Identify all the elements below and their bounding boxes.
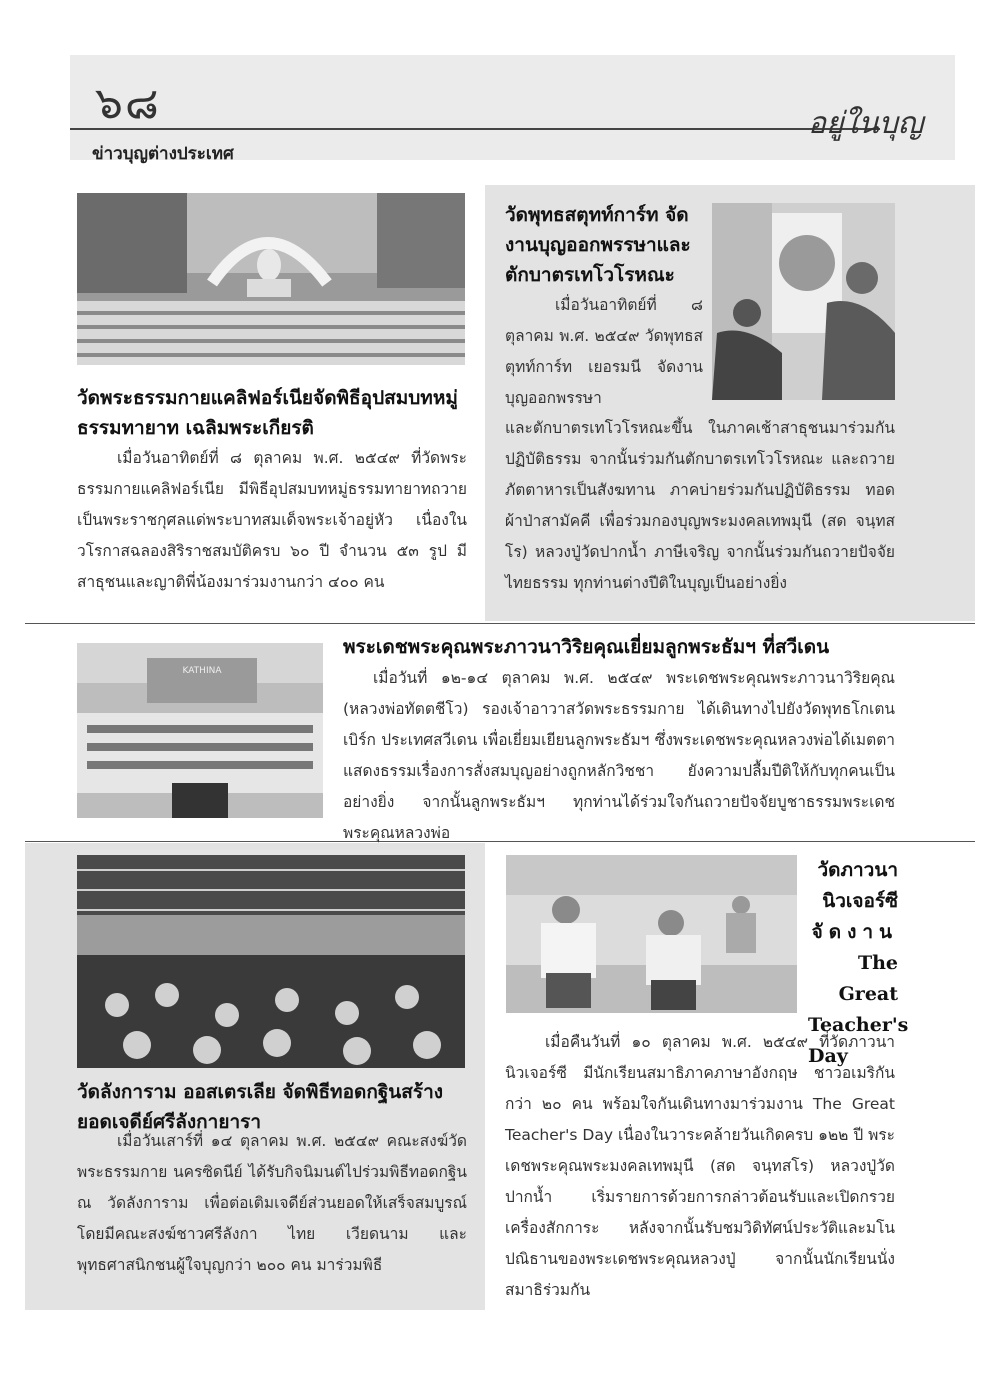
photo-lankaram — [77, 855, 465, 1068]
article-california-body: เมื่อวันอาทิตย์ที่ ๘ ตุลาคม พ.ศ. ๒๕๔๙ ที่วัดพระธรรมกายแคลิฟอร์เนีย มีพิธีอุปสมบทหมู่ธรรมทายาทถวายเป็นพระราชกุศลแด่พระบาทสมเด็จพระเจ้าอยู่หัว เนื่องในวโรกาสฉลองสิริราชสมบัติครบ ๖๐ ปี จำนวน ๕๓ รูป มีสาธุชนและญาติพี่น้องมาร่วมงานกว่า ๔๐๐ คน — [77, 449, 467, 591]
article-california-title: วัดพระธรรมกายแคลิฟอร์เนียจัดพิธีอุปสมบทหมู่ธรรมทายาท เฉลิมพระเกียรติ — [77, 387, 458, 439]
title-line: จัดงาน — [811, 921, 898, 943]
photo-stuttgart — [712, 203, 895, 400]
article-sweden-title: พระเดชพระคุณพระภาวนาวิริยคุณเยี่ยมลูกพระธัมฯ ที่สวีเดน — [343, 636, 830, 658]
header-rule — [70, 128, 880, 130]
title-line: Teacher's — [808, 1014, 909, 1036]
page-number: ๖๘ — [95, 78, 161, 129]
article-sweden-body: เมื่อวันที่ ๑๒-๑๔ ตุลาคม พ.ศ. ๒๕๔๙ พระเดชพระคุณพระภาวนาวิริยคุณ (หลวงพ่อทัตตชีโว) รองเจ้าอาวาสวัดพระธรรมกาย ได้เดินทางไปยังวัดพุทธโกเตนเบิร์ก ประเทศสวีเดน เพื่อเยี่ยมเยียนลูกพระธัมฯ ซึ่งพระเดชพระคุณหลวงพ่อได้เมตตาแสดงธรรมเรื่องการสั่งสมบุญอย่างถูกหลักวิชชา ยังความปลื้มปีติให้กับทุกคนเป็นอย่างยิ่ง จากนั้นลูกพระธัมฯ ทุกท่านได้ร่วมใจกันถวายปัจจัยบูชาธรรมพระเดชพระคุณหลวงพ่อ — [343, 669, 895, 842]
article-lankaram-body: เมื่อวันเสาร์ที่ ๑๔ ตุลาคม พ.ศ. ๒๕๔๙ คณะสงฆ์วัดพระธรรมกาย นครซิดนีย์ ได้รับกิจนิมนต์ไปร่วมพิธีทอดกฐิน ณ วัดลังการาม เพื่อต่อเติมเจดีย์ส่วนยอดให้เสร็จสมบูรณ์ โดยมีคณะสงฆ์ชาวศรีลังกา ไทย เวียดนาม และพุทธศาสนิกชนผู้ใจบุญกว่า ๒๐๐ คน มาร่วมพิธี — [77, 1132, 467, 1274]
photo-sweden — [77, 643, 323, 818]
article-stuttgart-body-top: เมื่อวันอาทิตย์ที่ ๘ ตุลาคม พ.ศ. ๒๕๔๙ วัดพุทธสตุทท์การ์ท เยอรมนี จัดงานบุญออกพรรษา — [505, 296, 703, 407]
title-line: Day — [808, 1045, 848, 1067]
title-line: The Great — [838, 952, 898, 1005]
magazine-brand: อยู่ในบุญ — [808, 106, 924, 141]
title-line: วัดภาวนา — [817, 859, 898, 881]
title-line: นิวเจอร์ซี — [822, 890, 898, 912]
article-stuttgart-body: และตักบาตรเทโวโรหณะขึ้น ในภาคเช้าสาธุชนมาร่วมกันปฏิบัติธรรม จากนั้นร่วมกันตักบาตรเทโวโรหณะ และถวายภัตตาหารเป็นสังฆทาน ภาคบ่ายร่วมกันปฏิบัติธรรม ทอดผ้าป่าสามัคคี เพื่อร่วมกองบุญพระมงคลเทพมุนี (สด จนฺทสโร) หลวงปู่วัดปากน้ำ ภาษีเจริญ จากนั้นร่วมกันถวายปัจจัยไทยธรรม ทุกท่านต่างปีติในบุญเป็นอย่างยิ่ง — [505, 419, 895, 592]
section-label: ข่าวบุญต่างประเทศ — [92, 144, 234, 164]
photo-new-jersey — [506, 855, 797, 1013]
article-newjersey-body: เมื่อคืนวันที่ ๑๐ ตุลาคม พ.ศ. ๒๕๔๙ ที่วัดภาวนานิวเจอร์ซี มีนักเรียนสมาธิภาคภาษาอังกฤษ ชาวอเมริกันกว่า ๒๐ คน พร้อมใจกันเดินทางมาร่วมงาน The Great Teacher's Day เนื่องในวาระคล้ายวันเกิดครบ ๑๒๒ ปี พระเดชพระคุณพระมงคลเทพมุนี (สด จนฺทสโร) หลวงปู่วัดปากน้ำ เริ่มรายการด้วยการกล่าวต้อนรับและเปิดกรวยเครื่องสักการะ หลังจากนั้นรับชมวิดิทัศน์ประวัติและมโนปณิธานของพระเดชพระคุณหลวงปู่ จากนั้นนักเรียนนั่งสมาธิร่วมกัน — [505, 1033, 895, 1299]
article-lankaram-title: วัดลังการาม ออสเตรเลีย จัดพิธีทอดกฐินสร้างยอดเจดีย์ศรีลังกายารา — [77, 1081, 444, 1133]
banner-text: KATHINA — [182, 666, 222, 676]
article-stuttgart-title: วัดพุทธสตุทท์การ์ท จัดงานบุญออกพรรษาและตักบาตรเทโวโรหณะ — [505, 204, 691, 286]
photo-california-ordination — [77, 193, 465, 365]
divider-top — [25, 623, 975, 624]
